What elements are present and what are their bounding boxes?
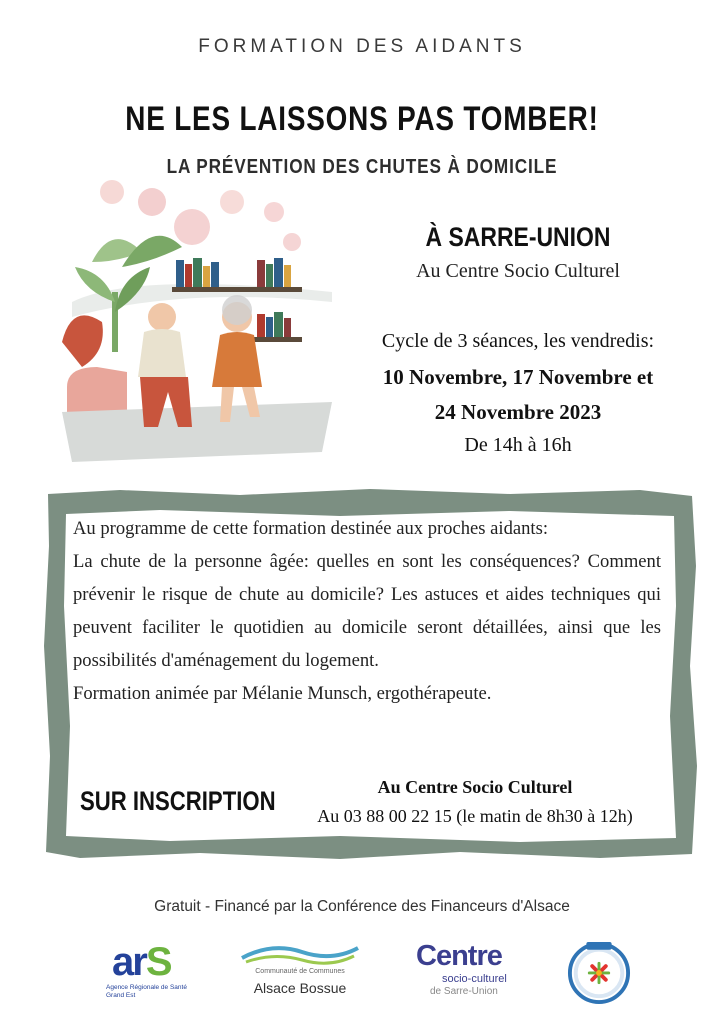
kicker-heading: FORMATION DES AIDANTS [198, 36, 526, 57]
page-subtitle: LA PRÉVENTION DES CHUTES À DOMICILE [166, 156, 558, 178]
cc-logo-subtitle: Communauté de Communes [255, 968, 345, 975]
funding-note: Gratuit - Financé par la Conférence des Financeurs d'Alsace [154, 898, 570, 915]
registration-phone[interactable]: Au 03 88 00 22 15 (le matin de 8h30 à 12h) [317, 806, 633, 826]
ars-logo-subtitle: Agence Régionale de Santé Grand Est [106, 984, 187, 999]
program-intro: Au programme de cette formation destinée aux proches aidants: [73, 518, 549, 539]
ars-logo[interactable] [104, 940, 196, 1004]
hours-text: De 14h à 16h [464, 434, 572, 456]
dates-line-1: 10 Novembre, 17 Novembre et [382, 365, 654, 389]
program-body: La chute de la personne âgée: quelles en sont les conséquences? Comment prévenir le risque de chute au domicile? Les astuces et aides techniques qui peuvent faciliter le quotidien au domicile seront détaillées, ainsi que les possibilités d'aménagement du logement. [73, 551, 661, 671]
ars-logo-wordmark: arS [112, 940, 171, 984]
csc-logo-wordmark: Centre [416, 940, 502, 972]
csc-logo-subtitle: socio-culturel [442, 973, 507, 985]
location-title: À SARRE-UNION [425, 222, 611, 252]
cycle-intro: Cycle de 3 séances, les vendredis: [381, 330, 655, 352]
alsace-bossue-logo[interactable] [238, 940, 362, 1004]
wave-icon [238, 940, 362, 966]
page-title: NE LES LAISSONS PAS TOMBER! [125, 100, 599, 138]
elderly-couple-illustration [52, 172, 332, 462]
conference-financeurs-logo[interactable] [566, 940, 632, 1004]
program-trainer: Formation animée par Mélanie Munsch, ergothérapeute. [73, 683, 492, 704]
registration-label: SUR INSCRIPTION [80, 786, 276, 816]
dates-line-2: 24 Novembre 2023 [434, 400, 602, 424]
csc-logo-town: de Sarre-Union [430, 986, 498, 997]
cc-logo-name: Alsace Bossue [253, 980, 347, 996]
centre-socio-culturel-logo[interactable] [412, 940, 516, 1004]
program-description [73, 512, 661, 710]
venue-text: Au Centre Socio Culturel [416, 260, 620, 282]
registration-venue: Au Centre Socio Culturel [377, 777, 573, 797]
